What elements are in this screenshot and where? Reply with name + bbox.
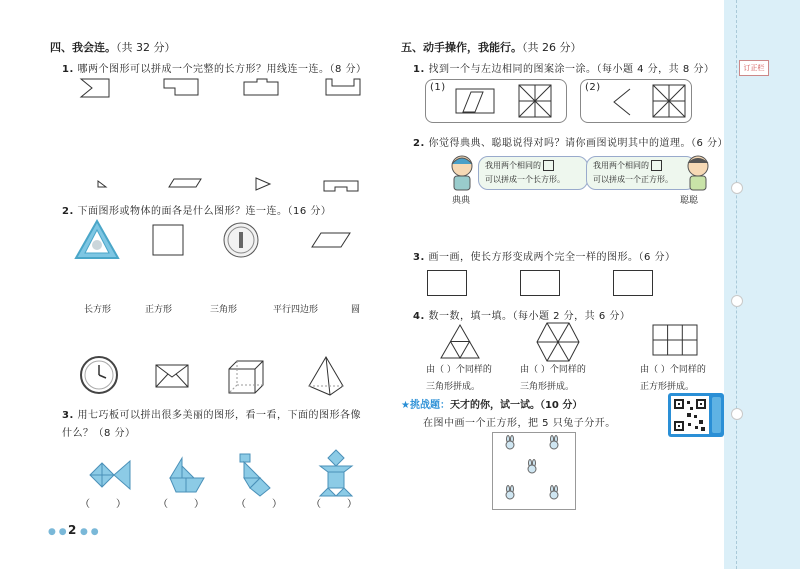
answer-blank-1[interactable]: （ ） bbox=[80, 499, 126, 510]
challenge-heading bbox=[401, 396, 582, 411]
cube-icon bbox=[228, 360, 264, 394]
rectangle-to-divide-2[interactable] bbox=[520, 270, 560, 296]
q5-4-number: 4. bbox=[413, 311, 425, 322]
section-5-heading bbox=[401, 39, 582, 55]
section-5-title: 五、动手操作，我能行。 bbox=[401, 41, 522, 54]
bubble-dian-line2: 可以拼成一个长方形。 bbox=[485, 175, 565, 184]
answer-blank-3[interactable]: （ ） bbox=[236, 499, 282, 510]
envelope-icon bbox=[155, 364, 189, 388]
pattern-2-grid bbox=[652, 84, 686, 118]
challenge-description: 在图中画一个正方形，把 5 只兔子分开。 bbox=[423, 418, 616, 429]
pyramid-icon bbox=[308, 356, 344, 396]
q5-2-text: 你觉得典典、聪聪说得对吗？请你画图说明其中的道理。（6 分） bbox=[428, 138, 728, 149]
blank-shape-box bbox=[651, 160, 662, 171]
q4-3-number: 3. bbox=[62, 410, 74, 421]
correction-column-label: 订正栏 bbox=[739, 60, 769, 76]
q5-4-text: 数一数，填一填。（每小题 2 分，共 6 分） bbox=[428, 311, 631, 322]
tangram-fish bbox=[88, 456, 132, 494]
qr-code-icon[interactable] bbox=[668, 393, 724, 437]
warning-sign-icon bbox=[75, 220, 119, 260]
grid-of-squares bbox=[652, 324, 698, 356]
section-4-heading bbox=[50, 39, 176, 55]
shape-label-parallelogram: 平行四边形 bbox=[273, 305, 319, 315]
q5-4-item1-line2: 三角形拼成。 bbox=[426, 382, 481, 392]
answer-blank-4[interactable]: （ ） bbox=[311, 499, 357, 510]
q4-3-prompt-line2: 什么？（8 分） bbox=[62, 428, 136, 439]
binding-hole bbox=[731, 408, 743, 420]
q5-4-item2 bbox=[520, 362, 586, 392]
q5-1-prompt bbox=[413, 60, 714, 75]
star-icon: ★ bbox=[401, 400, 410, 411]
binding-hole bbox=[731, 295, 743, 307]
q5-4-item3 bbox=[640, 362, 706, 392]
shape-label-square: 正方形 bbox=[145, 305, 173, 315]
page-number: 2 bbox=[68, 523, 77, 537]
open-top-rectangle-shape bbox=[325, 78, 361, 96]
boy-cong-avatar bbox=[684, 154, 712, 192]
q4-2-text: 下面图形或物体的面各是什么图形？连一连。（16 分） bbox=[77, 206, 332, 217]
q5-2-number: 2. bbox=[413, 138, 425, 149]
speech-bubble-cong bbox=[586, 156, 696, 190]
blank-shape-box bbox=[543, 160, 554, 171]
challenge-text: 天才的你，试一试。（10 分） bbox=[449, 400, 583, 411]
page-number-decor-left: ● ● bbox=[48, 527, 67, 537]
q4-3-prompt bbox=[62, 406, 361, 421]
q5-4-item2-line2: 三角形拼成。 bbox=[520, 382, 575, 392]
pattern-2-label: (2) bbox=[585, 82, 601, 93]
q4-1-number: 1. bbox=[62, 64, 74, 75]
shape-label-triangle: 三角形 bbox=[210, 305, 238, 315]
page-number-decor-right: ● ● bbox=[80, 527, 99, 537]
q5-1-number: 1. bbox=[413, 64, 425, 75]
section-5-points: （共 26 分） bbox=[522, 41, 582, 54]
triangle-of-triangles bbox=[440, 324, 480, 360]
q5-3-prompt bbox=[413, 248, 676, 263]
pattern-2-shape bbox=[612, 88, 632, 116]
trapezoid-piece bbox=[168, 178, 202, 188]
bubble-cong-line1: 我用两个相同的 bbox=[593, 161, 649, 170]
notched-top-rectangle-shape bbox=[243, 78, 279, 96]
hexagon-of-triangles bbox=[536, 322, 580, 362]
clock-icon bbox=[80, 356, 118, 394]
challenge-label: 挑战题： bbox=[409, 400, 450, 411]
coin-icon bbox=[223, 222, 259, 258]
q5-1-text: 找到一个与左边相同的图案涂一涂。（每小题 4 分，共 8 分） bbox=[428, 64, 715, 75]
shape-label-rectangle: 长方形 bbox=[84, 305, 112, 315]
small-triangle-piece bbox=[97, 180, 107, 188]
q4-1-text: 哪两个图形可以拼成一个完整的长方形？用线连一连。（8 分） bbox=[77, 64, 367, 75]
bubble-cong-line2: 可以拼成一个正方形。 bbox=[593, 175, 673, 184]
binding-dashed-line bbox=[736, 0, 737, 569]
q4-3-text-line1: 用七巧板可以拼出很多美丽的图形，看一看，下面的图形各像 bbox=[77, 410, 361, 421]
boy-dian-avatar bbox=[448, 154, 476, 192]
pattern-1-shape bbox=[455, 88, 495, 114]
q5-4-item1 bbox=[426, 362, 492, 392]
q4-2-prompt bbox=[62, 202, 331, 217]
q4-2-number: 2. bbox=[62, 206, 74, 217]
name-cong: 聪聪 bbox=[680, 196, 699, 206]
bubble-dian-line1: 我用两个相同的 bbox=[485, 161, 541, 170]
q5-4-item2-line1: 由（ ）个同样的 bbox=[520, 365, 586, 375]
parallelogram-object bbox=[311, 232, 351, 248]
q5-3-text: 画一画，使长方形变成两个完全一样的图形。（6 分） bbox=[428, 252, 676, 263]
triangle-piece bbox=[255, 177, 271, 191]
square-object bbox=[152, 224, 184, 256]
notched-rectangle-shape bbox=[80, 78, 110, 98]
rabbit-icon bbox=[548, 486, 560, 500]
rectangle-to-divide-3[interactable] bbox=[613, 270, 653, 296]
q5-4-prompt bbox=[413, 307, 630, 322]
tangram-boat bbox=[168, 456, 206, 496]
q5-4-item3-line2: 正方形拼成。 bbox=[640, 382, 695, 392]
rabbit-icon bbox=[548, 436, 560, 450]
answer-blank-2[interactable]: （ ） bbox=[158, 499, 204, 510]
name-dian: 典典 bbox=[452, 196, 471, 206]
rabbit-icon bbox=[504, 436, 516, 450]
shape-label-circle: 圆 bbox=[351, 305, 361, 315]
pattern-1-grid bbox=[518, 84, 552, 118]
notched-bar-piece bbox=[323, 180, 359, 192]
q4-1-prompt bbox=[62, 60, 367, 75]
stepped-rectangle-shape bbox=[163, 78, 199, 96]
binding-hole bbox=[731, 182, 743, 194]
q5-4-item3-line1: 由（ ）个同样的 bbox=[640, 365, 706, 375]
tangram-figure bbox=[236, 452, 272, 498]
tangram-person bbox=[316, 448, 356, 498]
rabbit-icon bbox=[526, 460, 538, 474]
q5-3-number: 3. bbox=[413, 252, 425, 263]
pattern-1-label: (1) bbox=[430, 82, 446, 93]
rectangle-to-divide-1[interactable] bbox=[427, 270, 467, 296]
q5-4-item1-line1: 由（ ）个同样的 bbox=[426, 365, 492, 375]
section-4-points: （共 32 分） bbox=[116, 41, 176, 54]
q5-2-prompt bbox=[413, 134, 728, 149]
speech-bubble-dian bbox=[478, 156, 588, 190]
section-4-title: 四、我会连。 bbox=[50, 41, 116, 54]
rabbit-icon bbox=[504, 486, 516, 500]
